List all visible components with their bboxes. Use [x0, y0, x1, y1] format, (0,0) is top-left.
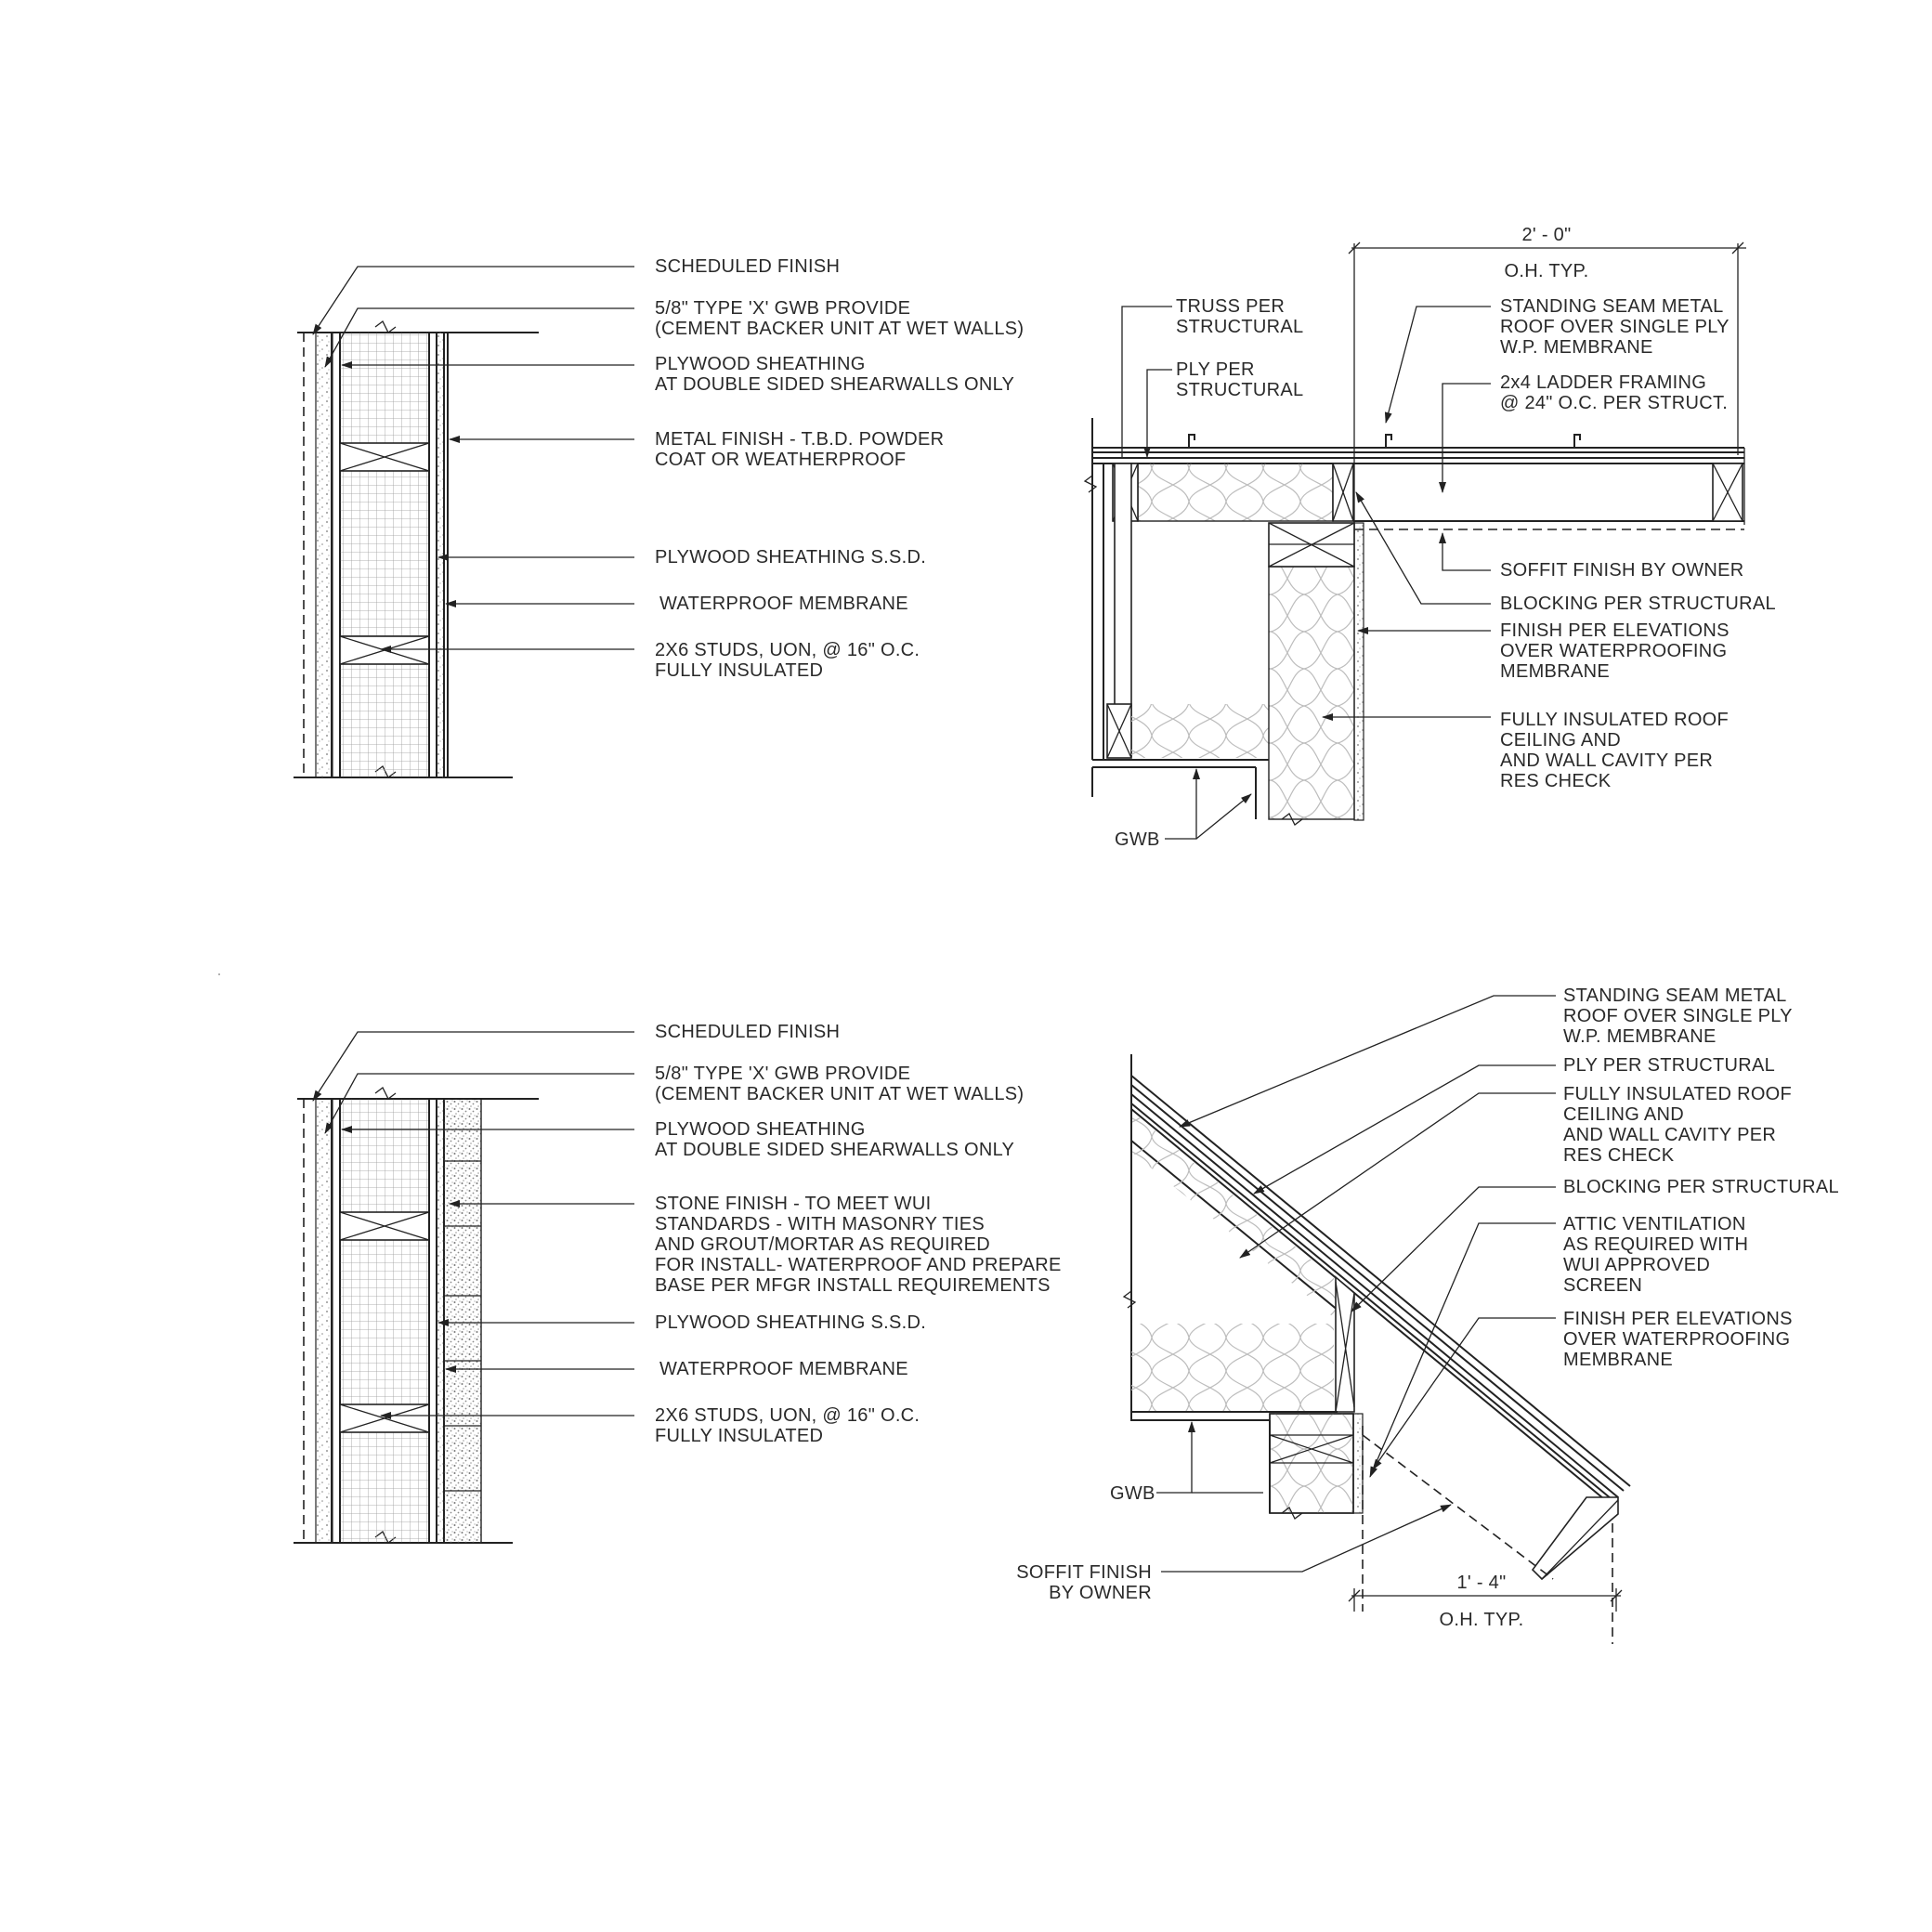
- pitched-roof-right-label: [1563, 1214, 1748, 1296]
- metal-wall-label-line: SCHEDULED FINISH: [655, 256, 841, 277]
- metal-wall-label-line: (CEMENT BACKER UNIT AT WET WALLS): [655, 319, 1025, 339]
- flat-roof-right-label-line: BLOCKING PER STRUCTURAL: [1500, 594, 1776, 614]
- metal-wall-label-line: PLYWOOD SHEATHING: [655, 354, 866, 374]
- metal-wall-label: [655, 547, 926, 568]
- stone-wall-label-line: AND GROUT/MORTAR AS REQUIRED: [655, 1234, 991, 1255]
- stone-wall-label-line: 2X6 STUDS, UON, @ 16" O.C.: [655, 1405, 920, 1426]
- pitched-roof-right-label-line: RES CHECK: [1563, 1145, 1675, 1166]
- pitched-roof-right-label-line: FINISH PER ELEVATIONS: [1563, 1309, 1793, 1329]
- metal-wall-label: [655, 298, 1024, 339]
- pitched-roof-right-label: [1563, 1084, 1792, 1166]
- flat-roof-right-label-line: ROOF OVER SINGLE PLY: [1500, 317, 1730, 337]
- detail-metal-wall: [294, 256, 1024, 777]
- flat-roof-gwb-label: [1115, 829, 1160, 850]
- stone-wall-label-line: FOR INSTALL- WATERPROOF AND PREPARE: [655, 1255, 1062, 1275]
- pitched-roof-right-label-line: MEMBRANE: [1563, 1350, 1673, 1370]
- pitched-roof-dimension: [1456, 1573, 1506, 1593]
- flat-roof-right-label-line: AND WALL CAVITY PER: [1500, 751, 1714, 771]
- metal-wall-label: [655, 354, 1014, 395]
- pitched-roof-right-label: [1563, 986, 1793, 1047]
- flat-roof-left-label-line: STRUCTURAL: [1176, 317, 1304, 337]
- stone-wall-label-line: (CEMENT BACKER UNIT AT WET WALLS): [655, 1084, 1025, 1104]
- metal-wall-label-line: AT DOUBLE SIDED SHEARWALLS ONLY: [655, 374, 1015, 395]
- stone-wall-label-line: FULLY INSULATED: [655, 1426, 824, 1446]
- metal-wall-label-line: FULLY INSULATED: [655, 660, 824, 681]
- detail-flat-roof: [1085, 225, 1776, 850]
- stone-wall-drawing: [294, 1088, 539, 1543]
- flat-roof-dimension-note-line: O.H. TYP.: [1504, 261, 1589, 281]
- stone-wall-label: [655, 1405, 920, 1446]
- stone-wall-label: [655, 1119, 1014, 1160]
- stone-wall-label-line: AT DOUBLE SIDED SHEARWALLS ONLY: [655, 1140, 1015, 1160]
- flat-roof-right-label: [1500, 620, 1730, 682]
- pitched-roof-right-label-line: FULLY INSULATED ROOF: [1563, 1084, 1793, 1104]
- flat-roof-right-label-line: STANDING SEAM METAL: [1500, 296, 1724, 317]
- flat-roof-dimension-line: 2' - 0": [1521, 225, 1572, 245]
- stone-wall-labels: [655, 1022, 1062, 1446]
- metal-wall-label-line: 2X6 STUDS, UON, @ 16" O.C.: [655, 640, 920, 660]
- metal-wall-label-line: PLYWOOD SHEATHING S.S.D.: [655, 547, 927, 568]
- pitched-roof-soffit-label-line: BY OWNER: [1049, 1583, 1152, 1603]
- detail-pitched-roof: [1016, 986, 1839, 1644]
- pitched-roof-right-label-line: OVER WATERPROOFING: [1563, 1329, 1791, 1350]
- pitched-roof-gwb-label-line: GWB: [1110, 1483, 1155, 1504]
- metal-wall-label-line: 5/8" TYPE 'X' GWB PROVIDE: [655, 298, 911, 319]
- flat-roof-left-label-line: PLY PER: [1176, 359, 1255, 380]
- stone-wall-label: [655, 1312, 926, 1333]
- pitched-roof-right-label-line: AS REQUIRED WITH: [1563, 1234, 1749, 1255]
- flat-roof-right-label-line: RES CHECK: [1500, 771, 1612, 791]
- metal-wall-label-line: METAL FINISH - T.B.D. POWDER: [655, 429, 945, 450]
- pitched-roof-right-label-line: W.P. MEMBRANE: [1563, 1026, 1717, 1047]
- stone-wall-label-line: 5/8" TYPE 'X' GWB PROVIDE: [655, 1064, 911, 1084]
- flat-roof-gwb-label-line: GWB: [1115, 829, 1160, 850]
- stone-wall-label: [655, 1022, 840, 1042]
- stone-wall-label-line: BASE PER MFGR INSTALL REQUIREMENTS: [655, 1275, 1051, 1296]
- wall-section-drawing: [294, 321, 539, 777]
- pitched-roof-gwb-label: [1110, 1483, 1155, 1504]
- pitched-roof-dimension-note: [1440, 1610, 1524, 1630]
- pitched-roof-right-label-line: CEILING AND: [1563, 1104, 1684, 1125]
- metal-wall-label-line: WATERPROOF MEMBRANE: [659, 594, 908, 614]
- flat-roof-dimension: [1521, 225, 1571, 245]
- pitched-roof-soffit-label: [1016, 1562, 1152, 1603]
- pitched-roof-right-label-line: ATTIC VENTILATION: [1563, 1214, 1746, 1234]
- flat-roof-right-label: [1500, 710, 1729, 791]
- detail-stone-wall: [294, 1022, 1062, 1543]
- stone-wall-label-line: SCHEDULED FINISH: [655, 1022, 841, 1042]
- metal-wall-label: [655, 256, 840, 277]
- metal-wall-label: [659, 594, 908, 614]
- metal-wall-label-line: COAT OR WEATHERPROOF: [655, 450, 907, 470]
- pitched-roof-right-label-line: SCREEN: [1563, 1275, 1643, 1296]
- stone-wall-label: [655, 1194, 1062, 1296]
- stone-wall-label: [655, 1064, 1024, 1104]
- flat-roof-right-label-line: 2x4 LADDER FRAMING: [1500, 372, 1707, 393]
- stone-wall-label-line: STANDARDS - WITH MASONRY TIES: [655, 1214, 986, 1234]
- pitched-roof-right-label-line: WUI APPROVED: [1563, 1255, 1711, 1275]
- flat-roof-right-label-line: MEMBRANE: [1500, 661, 1610, 682]
- flat-roof-right-label-line: W.P. MEMBRANE: [1500, 337, 1653, 358]
- stone-wall-label-line: PLYWOOD SHEATHING S.S.D.: [655, 1312, 927, 1333]
- flat-roof-left-label: [1176, 359, 1303, 400]
- metal-wall-label: [655, 640, 920, 681]
- flat-roof-right-label-line: CEILING AND: [1500, 730, 1621, 751]
- flat-roof-right-label-line: FINISH PER ELEVATIONS: [1500, 620, 1730, 641]
- stone-wall-label-line: STONE FINISH - TO MEET WUI: [655, 1194, 932, 1214]
- flat-roof-left-label-line: STRUCTURAL: [1176, 380, 1304, 400]
- flat-roof-right-label: [1500, 372, 1728, 413]
- flat-roof-left-label: [1176, 296, 1303, 337]
- stone-wall-label: [659, 1359, 908, 1379]
- flat-roof-right-label: [1500, 560, 1744, 581]
- pitched-roof-right-label-line: ROOF OVER SINGLE PLY: [1563, 1006, 1793, 1026]
- metal-wall-label: [655, 429, 944, 470]
- stone-wall-label-line: PLYWOOD SHEATHING: [655, 1119, 866, 1140]
- pitched-roof-right-label-line: AND WALL CAVITY PER: [1563, 1125, 1777, 1145]
- pitched-roof-right-label-line: PLY PER STRUCTURAL: [1563, 1055, 1776, 1076]
- pitched-roof-right-label-line: STANDING SEAM METAL: [1563, 986, 1787, 1006]
- pitched-roof-right-label-line: BLOCKING PER STRUCTURAL: [1563, 1177, 1839, 1197]
- flat-roof-right-label: [1500, 594, 1776, 614]
- pitched-roof-right-label: [1563, 1055, 1775, 1076]
- pitched-roof-right-label: [1563, 1309, 1793, 1370]
- pitched-roof-right-label: [1563, 1177, 1839, 1197]
- stone-wall-label-line: WATERPROOF MEMBRANE: [659, 1359, 908, 1379]
- flat-roof-right-label-line: SOFFIT FINISH BY OWNER: [1500, 560, 1744, 581]
- pitched-roof-dimension-note-line: O.H. TYP.: [1439, 1610, 1524, 1630]
- metal-wall-labels: [655, 256, 1024, 681]
- flat-roof-right-label-line: FULLY INSULATED ROOF: [1500, 710, 1730, 730]
- pitched-roof-soffit-label-line: SOFFIT FINISH: [1016, 1562, 1152, 1583]
- flat-roof-right-label: [1500, 296, 1730, 358]
- pitched-roof-drawing: [1124, 1054, 1630, 1644]
- flat-roof-left-label-line: TRUSS PER: [1176, 296, 1286, 317]
- pitched-roof-dimension-line: 1' - 4": [1456, 1573, 1507, 1593]
- flat-roof-right-label-line: OVER WATERPROOFING: [1500, 641, 1728, 661]
- flat-roof-dimension-note: [1505, 261, 1589, 281]
- flat-roof-right-label-line: @ 24" O.C. PER STRUCT.: [1500, 393, 1729, 413]
